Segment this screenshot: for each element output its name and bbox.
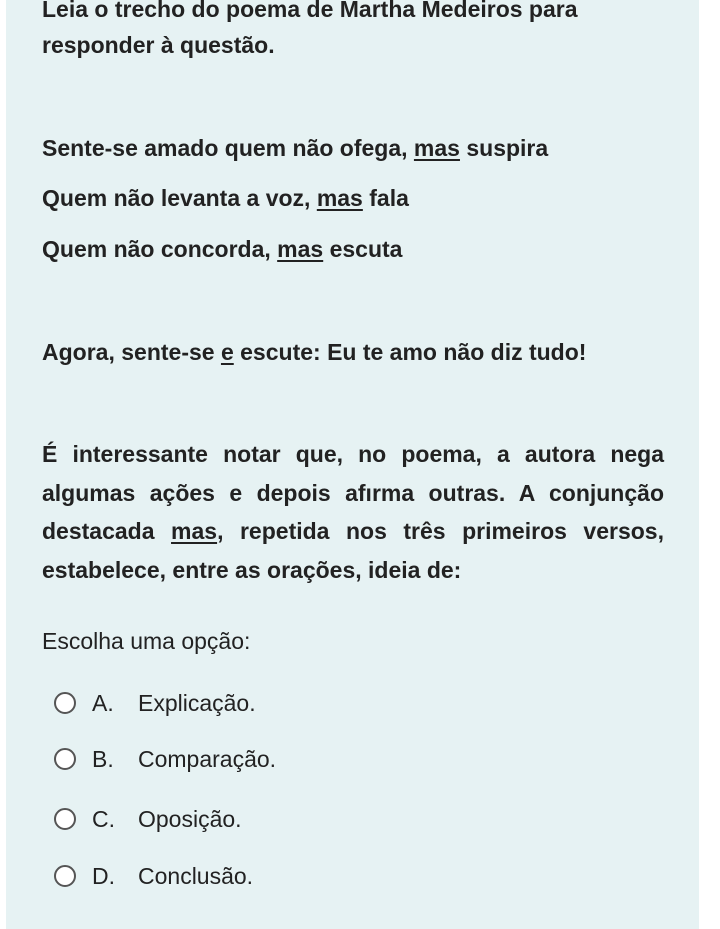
poem-verse-3 — [42, 234, 402, 264]
verse-text: Quem não levanta a voz, — [42, 185, 317, 211]
underlined-conjunction: e — [220, 339, 234, 365]
poem-verse-1 — [42, 133, 548, 163]
verse-text: escuta — [323, 236, 403, 262]
option-d[interactable] — [54, 860, 253, 892]
radio-button-d[interactable] — [54, 865, 76, 887]
verse-text: escute: Eu te amo não diz tudo! — [233, 339, 587, 365]
verse-text: suspira — [459, 135, 549, 161]
option-text: Conclusão. — [138, 862, 254, 889]
underlined-conjunction: mas — [171, 518, 218, 544]
radio-button-a[interactable] — [54, 692, 76, 714]
underlined-conjunction: mas — [413, 135, 460, 161]
radio-button-c[interactable] — [54, 808, 76, 830]
option-text: Explicação. — [138, 689, 256, 716]
verse-text: Quem não concorda, — [42, 236, 278, 262]
option-letter: C. — [92, 805, 115, 832]
choose-option-prompt: Escolha uma opção: — [42, 628, 251, 654]
intro-line-2: responder à questão. — [42, 32, 275, 58]
option-letter: D. — [92, 862, 115, 889]
question-text-part: É interessante notar que, no poema, a autora nega algumas ações e depois afırma outras. A conjunção destacada — [42, 441, 664, 544]
verse-text: fala — [362, 185, 409, 211]
poem-verse-2 — [42, 183, 409, 213]
option-text: Oposição. — [138, 805, 242, 832]
poem-verse-4 — [42, 337, 586, 367]
underlined-conjunction: mas — [277, 236, 324, 262]
option-letter: A. — [92, 689, 114, 716]
question-text-part: , repetida nos três primeiros versos, estabelece, entre as orações, ideia de: — [42, 518, 664, 583]
verse-text: Agora, sente-se — [42, 339, 221, 365]
option-b[interactable] — [54, 743, 276, 775]
question-text — [42, 435, 664, 589]
option-a[interactable] — [54, 687, 256, 719]
intro-line-1: Leia o trecho do poema de Martha Medeiros para — [42, 0, 578, 22]
option-c[interactable] — [54, 803, 242, 835]
underlined-conjunction: mas — [316, 185, 363, 211]
radio-button-b[interactable] — [54, 748, 76, 770]
option-text: Comparação. — [138, 745, 277, 772]
verse-text: Sente-se amado quem não ofega, — [42, 135, 414, 161]
option-letter: B. — [92, 745, 114, 772]
